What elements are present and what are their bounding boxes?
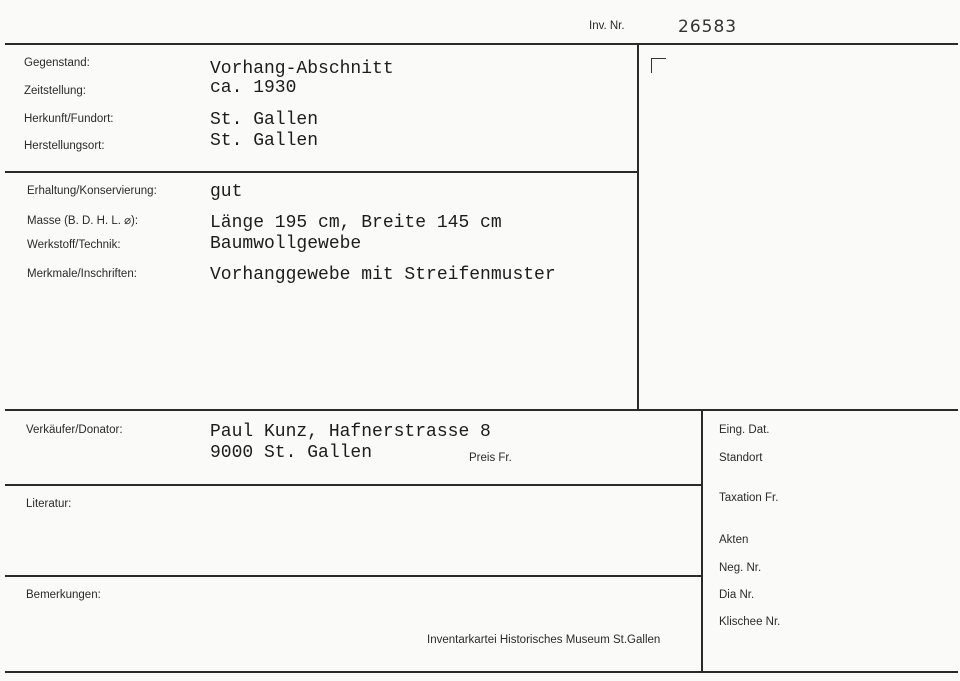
preis-label: Preis Fr. <box>469 452 512 464</box>
herstellungsort-label: Herstellungsort: <box>24 140 105 152</box>
details-section-rule <box>5 409 958 411</box>
herstellungsort-value: St. Gallen <box>210 131 319 151</box>
image-area-divider <box>637 43 639 411</box>
klischee-nr-label: Klischee Nr. <box>719 616 781 628</box>
zeitstellung-label: Zeitstellung: <box>24 85 87 97</box>
erhaltung-label: Erhaltung/Konservierung: <box>27 185 157 197</box>
top-rule <box>5 43 958 45</box>
object-section-rule <box>5 171 638 173</box>
literatur-label: Literatur: <box>26 498 72 510</box>
masse-label: Masse (B. D. H. L. ⌀): <box>27 215 139 227</box>
inv-label: Inv. Nr. <box>589 20 625 32</box>
neg-nr-label: Neg. Nr. <box>719 562 762 574</box>
right-column-divider <box>701 409 703 673</box>
footer-museum: Inventarkartei Historisches Museum St.Gallen <box>427 634 661 646</box>
zeitstellung-value: ca. 1930 <box>210 78 297 98</box>
photo-corner-mark <box>651 58 666 73</box>
bemerkungen-label: Bemerkungen: <box>26 589 101 601</box>
herkunft-label: Herkunft/Fundort: <box>24 113 114 125</box>
inv-number: 26583 <box>678 17 738 37</box>
taxation-label: Taxation Fr. <box>719 492 779 504</box>
werkstoff-value: Baumwollgewebe <box>210 234 362 254</box>
akten-label: Akten <box>719 534 749 546</box>
erhaltung-value: gut <box>210 182 243 202</box>
merkmale-label: Merkmale/Inschriften: <box>27 268 137 280</box>
gegenstand-label: Gegenstand: <box>24 57 90 69</box>
verkaeufer-line2: 9000 St. Gallen <box>210 443 373 463</box>
herkunft-value: St. Gallen <box>210 110 319 130</box>
literatur-rule <box>5 484 702 486</box>
masse-value: Länge 195 cm, Breite 145 cm <box>210 213 502 233</box>
bottom-rule <box>5 671 958 673</box>
verkaeufer-line1: Paul Kunz, Hafnerstrasse 8 <box>210 422 491 442</box>
werkstoff-label: Werkstoff/Technik: <box>27 239 121 251</box>
verkaeufer-label: Verkäufer/Donator: <box>26 424 123 436</box>
eing-dat-label: Eing. Dat. <box>719 424 770 436</box>
dia-nr-label: Dia Nr. <box>719 589 755 601</box>
bemerkungen-rule <box>5 575 702 577</box>
merkmale-value: Vorhanggewebe mit Streifenmuster <box>210 265 556 285</box>
standort-label: Standort <box>719 452 763 464</box>
gegenstand-value: Vorhang-Abschnitt <box>210 59 394 79</box>
